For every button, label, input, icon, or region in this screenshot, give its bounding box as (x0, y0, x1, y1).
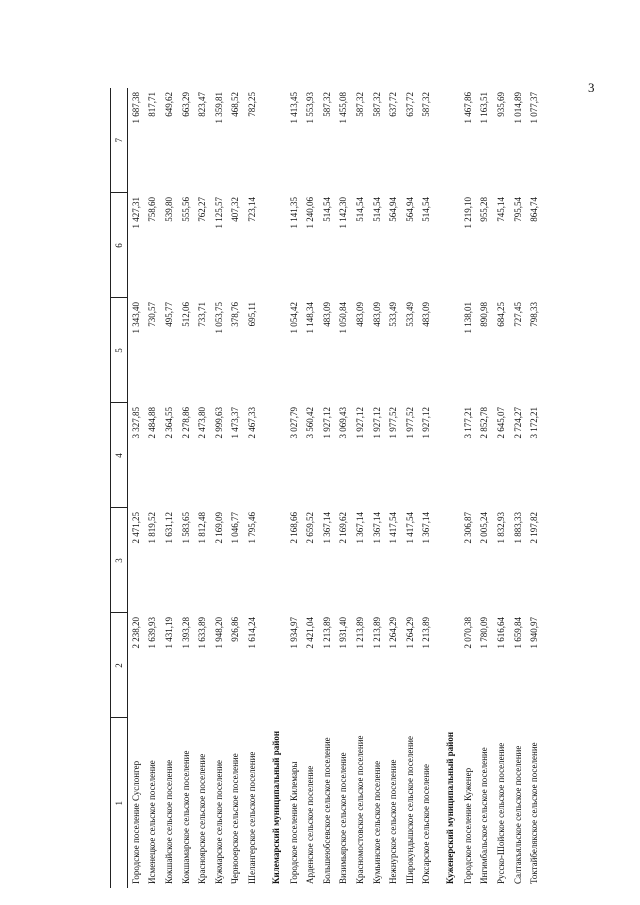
value-cell: 1 631,12 (163, 512, 174, 544)
value-cell: 890,98 (479, 302, 490, 327)
table-row (419, 88, 436, 888)
value-cell: 1 795,46 (246, 512, 257, 544)
value-cell: 1 417,54 (404, 512, 415, 544)
value-cell: 1 413,45 (288, 92, 299, 124)
value-cell: 1 819,52 (147, 512, 158, 544)
column-header: 5 (111, 298, 128, 403)
value-cell: 1 213,89 (371, 617, 382, 649)
value-cell: 1 046,77 (230, 512, 241, 544)
table-row (402, 88, 419, 888)
value-cell: 935,69 (496, 92, 507, 117)
table-row (211, 88, 228, 888)
table-row (352, 88, 369, 888)
value-cell: 1 125,57 (213, 197, 224, 229)
value-cell: 1 367,14 (354, 512, 365, 544)
value-cell: 637,72 (404, 92, 415, 117)
value-cell: 514,54 (371, 197, 382, 222)
column-header: 3 (111, 508, 128, 613)
settlement-name-cell: Красноярское сельское поселение (197, 753, 208, 884)
settlement-name-cell: Шелангерское сельское поселение (246, 751, 257, 884)
table-row (526, 88, 543, 888)
value-cell: 468,52 (230, 92, 241, 117)
value-cell: 483,09 (421, 302, 432, 327)
rotated-table-container (110, 88, 540, 888)
table-row (493, 88, 510, 888)
value-cell: 514,54 (421, 197, 432, 222)
value-cell: 483,09 (371, 302, 382, 327)
table-row (128, 88, 145, 888)
table-row (319, 88, 336, 888)
section-header-row (267, 88, 286, 888)
value-cell: 2 645,07 (496, 407, 507, 439)
table-row (477, 88, 494, 888)
settlement-name-cell: Визимьярское сельское поселение (338, 752, 349, 884)
value-cell: 1 473,37 (230, 407, 241, 439)
value-cell: 2 659,52 (305, 512, 316, 544)
value-cell: 1 264,29 (404, 617, 415, 649)
value-cell: 1 467,86 (462, 92, 473, 124)
column-header: 7 (111, 88, 128, 193)
tariff-table (110, 88, 543, 888)
value-cell: 514,54 (321, 197, 332, 222)
settlement-name-cell: Нежнурское сельское поселение (388, 759, 399, 884)
value-cell: 637,72 (388, 92, 399, 117)
settlement-name-cell: Русско-Шойское сельское поселение (496, 742, 507, 884)
value-cell: 745,14 (496, 197, 507, 222)
value-cell: 1 213,89 (321, 617, 332, 649)
value-cell: 1 780,09 (479, 617, 490, 649)
table-header-row (111, 88, 128, 888)
table-row (228, 88, 245, 888)
table-row (336, 88, 353, 888)
value-cell: 695,11 (246, 302, 257, 327)
settlement-name-cell: Токтайбелякское сельское поселение (529, 742, 540, 884)
value-cell: 483,09 (321, 302, 332, 327)
value-cell: 3 172,21 (529, 407, 540, 439)
value-cell: 733,71 (197, 302, 208, 327)
table-row (369, 88, 386, 888)
value-cell: 1 927,12 (321, 407, 332, 439)
value-cell: 1 687,38 (130, 92, 141, 124)
settlement-name-cell: Городское поселение Суслонгер (130, 760, 141, 884)
value-cell: 495,77 (163, 302, 174, 327)
value-cell: 2 197,82 (529, 512, 540, 544)
value-cell: 2 421,04 (305, 617, 316, 649)
value-cell: 2 364,55 (163, 407, 174, 439)
value-cell: 2 473,80 (197, 407, 208, 439)
value-cell: 564,94 (404, 197, 415, 222)
table-row (385, 88, 402, 888)
value-cell: 1 219,10 (462, 197, 473, 229)
value-cell: 1 927,12 (421, 407, 432, 439)
value-cell: 762,27 (197, 197, 208, 222)
value-cell: 1 050,84 (338, 302, 349, 334)
settlement-name-cell: Ингимбальское сельское поселение (479, 747, 490, 884)
value-cell: 1 553,93 (305, 92, 316, 124)
settlement-name-cell: Юксарское сельское поселение (421, 764, 432, 884)
table-row (161, 88, 178, 888)
value-cell: 955,28 (479, 197, 490, 222)
table-row (178, 88, 195, 888)
section-header-row (441, 88, 460, 888)
settlement-name-cell: Кокшайское сельское поселение (163, 759, 174, 884)
value-cell: 1 455,08 (338, 92, 349, 124)
settlement-name-cell: Городское поселение Куженер (462, 767, 473, 884)
column-header: 1 (111, 718, 128, 888)
settlement-name-cell: Широкундышское сельское поселение (404, 736, 415, 884)
value-cell: 823,47 (197, 92, 208, 117)
value-cell: 2 471,25 (130, 512, 141, 544)
value-cell: 1 367,14 (421, 512, 432, 544)
value-cell: 663,29 (180, 92, 191, 117)
section-title: Куженерский муниципальный район (445, 731, 456, 884)
settlement-name-cell: Большеюбсевское сельское поселение (321, 737, 332, 884)
value-cell: 1 583,65 (180, 512, 191, 544)
value-cell: 1 014,89 (512, 92, 523, 124)
value-cell: 1 832,93 (496, 512, 507, 544)
settlement-name-cell: Кумьинское сельское поселение (371, 760, 382, 884)
column-header: 2 (111, 613, 128, 718)
value-cell: 1 163,51 (479, 92, 490, 124)
value-cell: 1 240,06 (305, 197, 316, 229)
value-cell: 1 931,40 (338, 617, 349, 649)
value-cell: 730,57 (147, 302, 158, 327)
value-cell: 587,32 (371, 92, 382, 117)
value-cell: 1 138,01 (462, 302, 473, 334)
value-cell: 1 141,35 (288, 197, 299, 229)
value-cell: 1 264,29 (388, 617, 399, 649)
value-cell: 2 005,24 (479, 512, 490, 544)
value-cell: 1 927,12 (354, 407, 365, 439)
column-header: 6 (111, 193, 128, 298)
value-cell: 1 659,84 (512, 617, 523, 649)
value-cell: 407,32 (230, 197, 241, 222)
settlement-name-cell: Чернооерское сельское поселение (230, 753, 241, 884)
value-cell: 539,80 (163, 197, 174, 222)
value-cell: 1 367,14 (371, 512, 382, 544)
table-row (302, 88, 319, 888)
value-cell: 2 724,27 (512, 407, 523, 439)
settlement-name-cell: Кужмарское сельское поселение (213, 759, 224, 884)
settlement-name-cell: Арденское сельское поселение (305, 765, 316, 884)
value-cell: 2 168,66 (288, 512, 299, 544)
value-cell: 587,32 (321, 92, 332, 117)
value-cell: 533,49 (404, 302, 415, 327)
value-cell: 587,32 (421, 92, 432, 117)
value-cell: 1 934,97 (288, 617, 299, 649)
value-cell: 512,06 (180, 302, 191, 327)
value-cell: 2 999,63 (213, 407, 224, 439)
settlement-name-cell: Салтакъяльское сельское поселение (512, 745, 523, 884)
value-cell: 555,56 (180, 197, 191, 222)
value-cell: 723,14 (246, 197, 257, 222)
page-number: 3 (588, 80, 595, 95)
value-cell: 3 560,42 (305, 407, 316, 439)
value-cell: 1 213,89 (421, 617, 432, 649)
value-cell: 3 027,79 (288, 407, 299, 439)
value-cell: 2 467,33 (246, 407, 257, 439)
value-cell: 817,71 (147, 92, 158, 117)
value-cell: 1 614,24 (246, 617, 257, 649)
value-cell: 2 852,78 (479, 407, 490, 439)
value-cell: 1 633,89 (197, 617, 208, 649)
value-cell: 2 169,09 (213, 512, 224, 544)
value-cell: 378,76 (230, 302, 241, 327)
value-cell: 1 427,31 (130, 197, 141, 229)
value-cell: 2 306,87 (462, 512, 473, 544)
value-cell: 684,25 (496, 302, 507, 327)
table-body (128, 88, 544, 888)
table-row (286, 88, 303, 888)
value-cell: 1 616,64 (496, 617, 507, 649)
table-row (145, 88, 162, 888)
value-cell: 2 070,38 (462, 617, 473, 649)
settlement-name-cell: Городское поселение Килемары (288, 761, 299, 884)
value-cell: 514,54 (354, 197, 365, 222)
value-cell: 1 148,34 (305, 302, 316, 334)
value-cell: 1 359,81 (213, 92, 224, 124)
value-cell: 1 393,28 (180, 617, 191, 649)
table-row (194, 88, 211, 888)
value-cell: 1 940,97 (529, 617, 540, 649)
value-cell: 587,32 (354, 92, 365, 117)
column-header: 4 (111, 403, 128, 508)
value-cell: 1 417,54 (388, 512, 399, 544)
value-cell: 1 883,33 (512, 512, 523, 544)
value-cell: 758,60 (147, 197, 158, 222)
settlement-name-cell: Исменецкое сельское поселение (147, 760, 158, 884)
value-cell: 3 177,21 (462, 407, 473, 439)
value-cell: 2 278,86 (180, 407, 191, 439)
value-cell: 782,25 (246, 92, 257, 117)
value-cell: 3 327,85 (130, 407, 141, 439)
value-cell: 1 639,93 (147, 617, 158, 649)
value-cell: 1 948,20 (213, 617, 224, 649)
value-cell: 2 238,20 (130, 617, 141, 649)
value-cell: 2 484,88 (147, 407, 158, 439)
value-cell: 1 367,14 (321, 512, 332, 544)
value-cell: 2 169,62 (338, 512, 349, 544)
value-cell: 798,33 (529, 302, 540, 327)
value-cell: 533,49 (388, 302, 399, 327)
table-row (460, 88, 477, 888)
value-cell: 649,62 (163, 92, 174, 117)
value-cell: 1 812,48 (197, 512, 208, 544)
value-cell: 926,86 (230, 617, 241, 642)
value-cell: 483,09 (354, 302, 365, 327)
settlement-name-cell: Красномостовское сельское поселение (354, 735, 365, 884)
value-cell: 1 054,42 (288, 302, 299, 334)
value-cell: 1 053,75 (213, 302, 224, 334)
settlement-name-cell: Кокшамарское сельское поселение (180, 750, 191, 884)
value-cell: 1 213,89 (354, 617, 365, 649)
value-cell: 564,94 (388, 197, 399, 222)
value-cell: 1 077,37 (529, 92, 540, 124)
value-cell: 1 431,19 (163, 617, 174, 649)
section-title: Килемарский муниципальный район (270, 730, 281, 884)
value-cell: 795,54 (512, 197, 523, 222)
value-cell: 864,74 (529, 197, 540, 222)
value-cell: 1 977,52 (388, 407, 399, 439)
value-cell: 1 977,52 (404, 407, 415, 439)
value-cell: 727,45 (512, 302, 523, 327)
table-row (510, 88, 527, 888)
table-row (244, 88, 261, 888)
value-cell: 1 927,12 (371, 407, 382, 439)
value-cell: 3 069,43 (338, 407, 349, 439)
value-cell: 1 142,30 (338, 197, 349, 229)
value-cell: 1 343,40 (130, 302, 141, 334)
